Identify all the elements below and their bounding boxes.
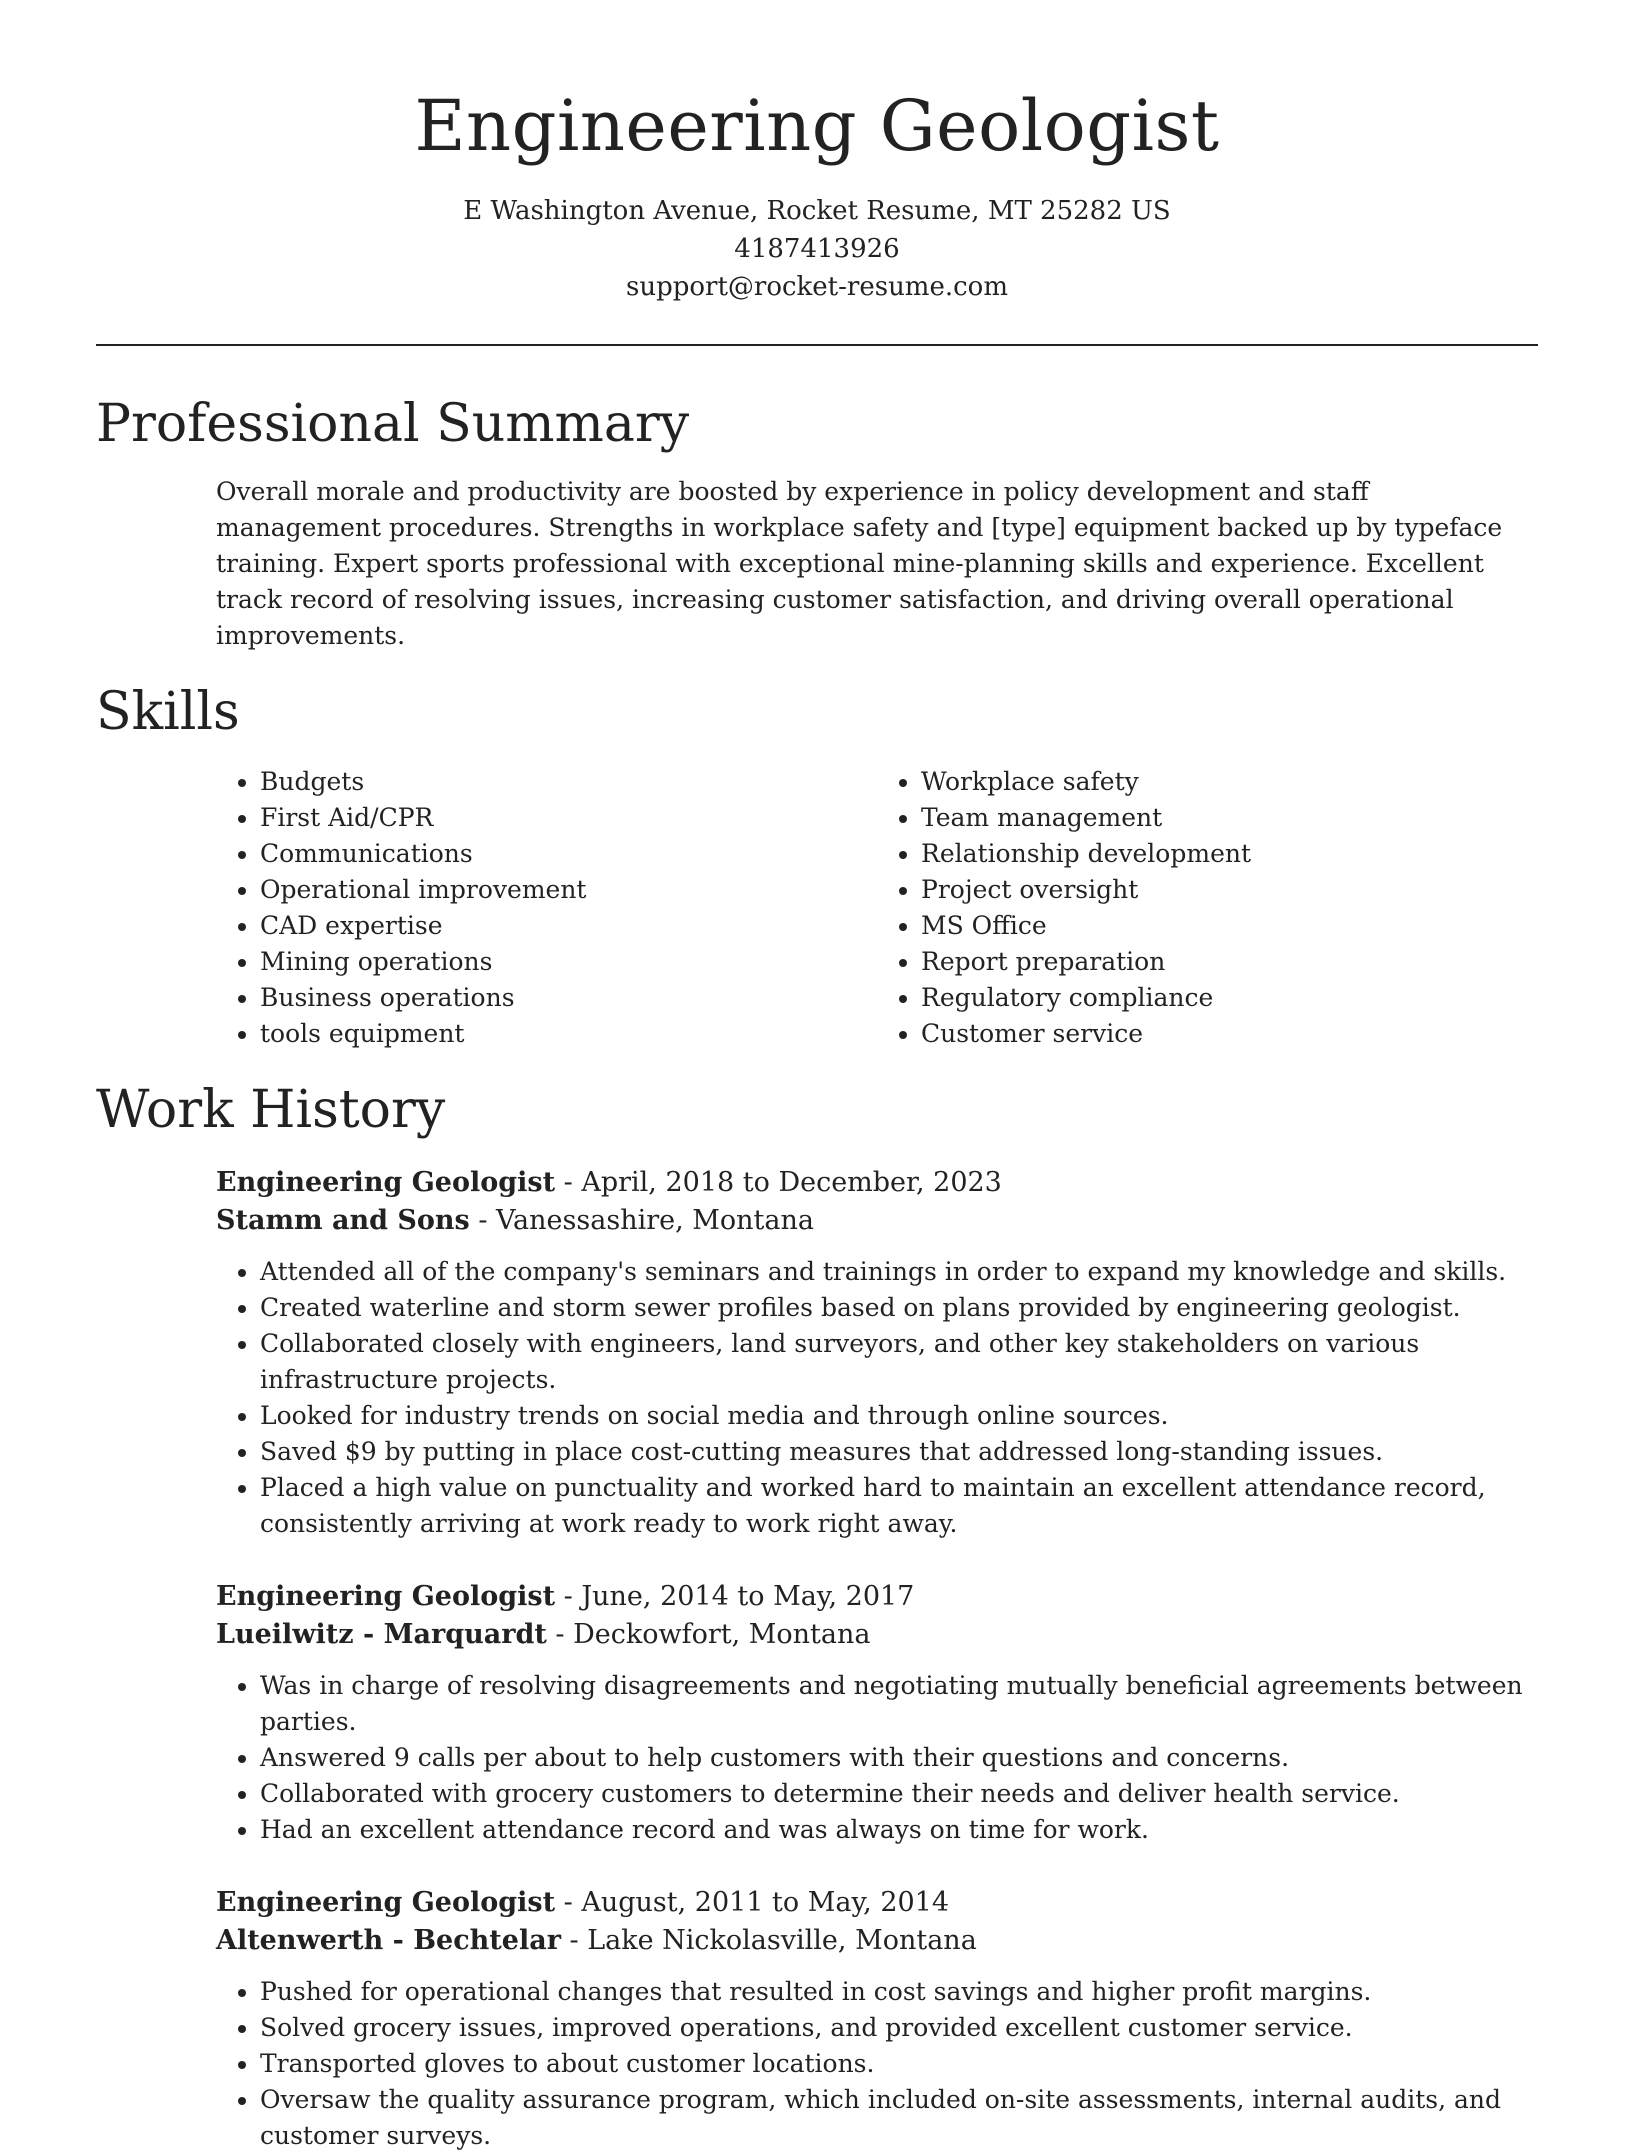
job-location: - Deckowfort, Montana [546,1619,871,1650]
job-bullet: • Looked for industry trends on social media and through online sources. [260,1398,1538,1434]
job-bullet: • Answered 9 calls per about to help customers with their questions and concerns. [260,1740,1538,1776]
job-company: Stamm and Sons [216,1205,470,1236]
job-dates: - April, 2018 to December, 2023 [555,1167,1002,1198]
header-divider [96,344,1538,346]
job-entry [216,1884,1538,2154]
job-bullet: • Was in charge of resolving disagreements and negotiating mutually beneficial agreements between parties. [260,1668,1538,1740]
job-title-line [216,1578,1538,1616]
skill-item: • MS Office [921,908,1538,944]
job-bullet: • Had an excellent attendance record and was always on time for work. [260,1812,1538,1848]
job-title-line [216,1164,1538,1202]
job-bullet: • Placed a high value on punctuality and worked hard to maintain an excellent attendance record, consistently arriving at work ready to work right away. [260,1470,1538,1542]
skill-item: • Budgets [260,764,877,800]
skill-item: • tools equipment [260,1016,877,1052]
skill-item: • Business operations [260,980,877,1016]
job-bullets [216,1974,1538,2154]
email-address: support@rocket-resume.com [625,272,1008,302]
job-entry [216,1164,1538,1542]
candidate-name: Engineering Geologist [414,85,1220,167]
summary-text: Overall morale and productivity are boosted by experience in policy development and staff management procedures. Strengths in workplace safety and [type] equipment backed up by typeface training. Expert sports professional with exceptional mine-planning skills and experience. Excellent track record of resolving issues, increasing customer satisfaction, and driving overall operational improvements. [216,477,1503,650]
job-company-line [216,1202,1538,1240]
job-title-line [216,1884,1538,1922]
phone-number: 4187413926 [734,234,900,264]
resume-header [96,0,1538,306]
skill-item: • Team management [921,800,1538,836]
job-bullet: • Solved grocery issues, improved operations, and provided excellent customer service. [260,2010,1538,2046]
job-bullet: • Attended all of the company's seminars and trainings in order to expand my knowledge and skills. [260,1254,1538,1290]
skill-item: • Customer service [921,1016,1538,1052]
skill-item: • First Aid/CPR [260,800,877,836]
resume-page [96,0,1538,2154]
skill-item: • Report preparation [921,944,1538,980]
job-bullet: • Created waterline and storm sewer profiles based on plans provided by engineering geologist. [260,1290,1538,1326]
skill-item: • Operational improvement [260,872,877,908]
address: E Washington Avenue, Rocket Resume, MT 25282 US [463,196,1171,226]
work-history-heading: Work History [96,1080,446,1140]
skills-left-list [216,764,877,1052]
job-bullet: • Saved $9 by putting in place cost-cutting measures that addressed long-standing issues. [260,1434,1538,1470]
job-bullet: • Oversaw the quality assurance program, which included on-site assessments, internal audits, and customer surveys. [260,2082,1538,2154]
job-role: Engineering Geologist [216,1581,556,1612]
skills-right-list [877,764,1538,1052]
job-bullets [216,1254,1538,1542]
job-bullet: • Collaborated closely with engineers, land surveyors, and other key stakeholders on various infrastructure projects. [260,1326,1538,1398]
skill-item: • Workplace safety [921,764,1538,800]
job-bullet: • Collaborated with grocery customers to determine their needs and deliver health service. [260,1776,1538,1812]
job-bullet: • Pushed for operational changes that resulted in cost savings and higher profit margins. [260,1974,1538,2010]
job-bullet: • Transported gloves to about customer locations. [260,2046,1538,2082]
job-entry [216,1578,1538,1848]
job-role: Engineering Geologist [216,1167,556,1198]
skill-item: • CAD expertise [260,908,877,944]
skills-grid [216,764,1538,1052]
skill-item: • Project oversight [921,872,1538,908]
skills-heading: Skills [96,682,240,742]
skill-item: • Regulatory compliance [921,980,1538,1016]
job-dates: - June, 2014 to May, 2017 [555,1581,915,1612]
job-role: Engineering Geologist [216,1887,556,1918]
job-dates: - August, 2011 to May, 2014 [555,1887,950,1918]
job-company-line [216,1922,1538,1960]
job-bullets [216,1668,1538,1848]
job-company: Lueilwitz - Marquardt [216,1619,547,1650]
job-company: Altenwerth - Bechtelar [216,1925,561,1956]
job-location: - Lake Nickolasville, Montana [560,1925,977,1956]
skill-item: • Communications [260,836,877,872]
skill-item: • Relationship development [921,836,1538,872]
skill-item: • Mining operations [260,944,877,980]
job-location: - Vanessashire, Montana [469,1205,814,1236]
summary-heading: Professional Summary [96,394,690,454]
job-company-line [216,1616,1538,1654]
